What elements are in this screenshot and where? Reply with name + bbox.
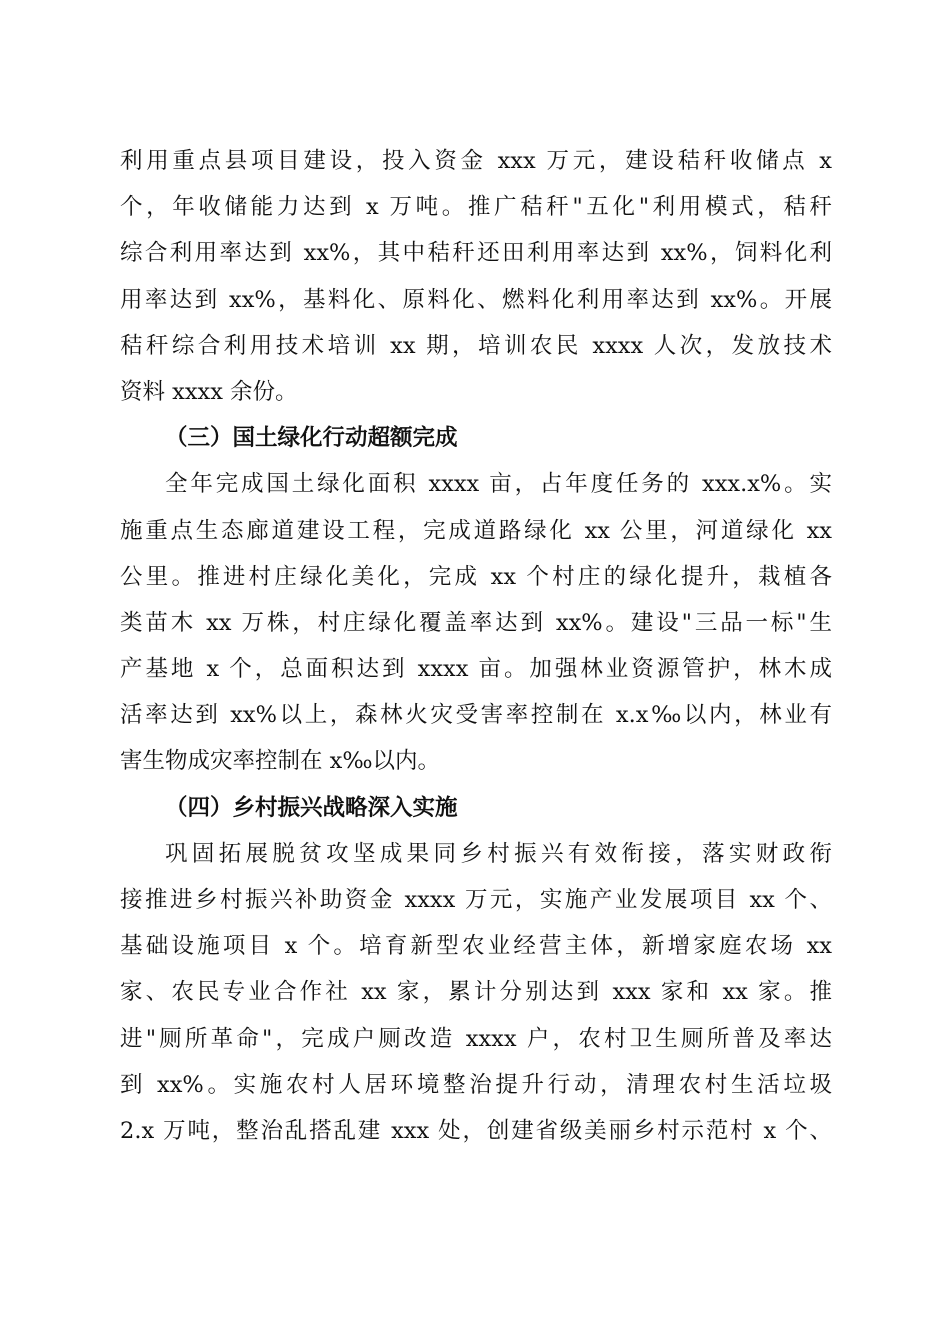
- paragraph-line: 施重点生态廊道建设工程，完成道路绿化 xx 公里，河道绿化 xx: [120, 517, 832, 544]
- paragraph-line: 利用重点县项目建设，投入资金 xxx 万元，建设秸秆收储点 x: [120, 148, 832, 174]
- paragraph-line: 综合利用率达到 xx%，其中秸秆还田利用率达到 xx%，饲料化利: [120, 240, 832, 267]
- section-heading: （四）乡村振兴战略深入实施: [165, 794, 458, 821]
- paragraph-line: 家、农民专业合作社 xx 家，累计分别达到 xxx 家和 xx 家。推: [120, 979, 832, 1006]
- paragraph-line: 基础设施项目 x 个。培育新型农业经营主体，新增家庭农场 xx: [120, 933, 832, 960]
- paragraph-line: 进"厕所革命"，完成户厕改造 xxxx 户，农村卫生厕所普及率达: [120, 1025, 832, 1052]
- paragraph-line: 害生物成灾率控制在 x‰以内。: [120, 748, 441, 775]
- paragraph-line: 公里。推进村庄绿化美化，完成 xx 个村庄的绿化提升，栽植各: [120, 563, 832, 590]
- document-body: [120, 138, 832, 1154]
- paragraph-line: 用率达到 xx%，基料化、原料化、燃料化利用率达到 xx%。开展: [120, 286, 832, 313]
- paragraph-line: 接推进乡村振兴补助资金 xxxx 万元，实施产业发展项目 xx 个、: [120, 887, 832, 913]
- paragraph-line: 到 xx%。实施农村人居环境整治提升行动，清理农村生活垃圾: [120, 1071, 832, 1098]
- paragraph-line: 产基地 x 个，总面积达到 xxxx 亩。加强林业资源管护，林木成: [120, 656, 832, 683]
- section-heading: （三）国土绿化行动超额完成: [165, 425, 458, 452]
- paragraph-line: 资料 xxxx 余份。: [120, 378, 298, 405]
- paragraph-line: 个，年收储能力达到 x 万吨。推广秸秆"五化"利用模式，秸秆: [120, 194, 832, 221]
- paragraph-line: 全年完成国土绿化面积 xxxx 亩，占年度任务的 xxx.x%。实: [165, 471, 832, 498]
- paragraph-line: 巩固拓展脱贫攻坚成果同乡村振兴有效衔接，落实财政衔: [165, 840, 832, 867]
- paragraph-line: 2.x 万吨，整治乱搭乱建 xxx 处，创建省级美丽乡村示范村 x 个、: [120, 1117, 832, 1144]
- paragraph-line: 活率达到 xx%以上，森林火灾受害率控制在 x.x‰以内，林业有: [120, 702, 832, 729]
- paragraph-line: 秸秆综合利用技术培训 xx 期，培训农民 xxxx 人次，发放技术: [120, 332, 832, 359]
- paragraph-line: 类苗木 xx 万株，村庄绿化覆盖率达到 xx%。建设"三品一标"生: [120, 609, 832, 636]
